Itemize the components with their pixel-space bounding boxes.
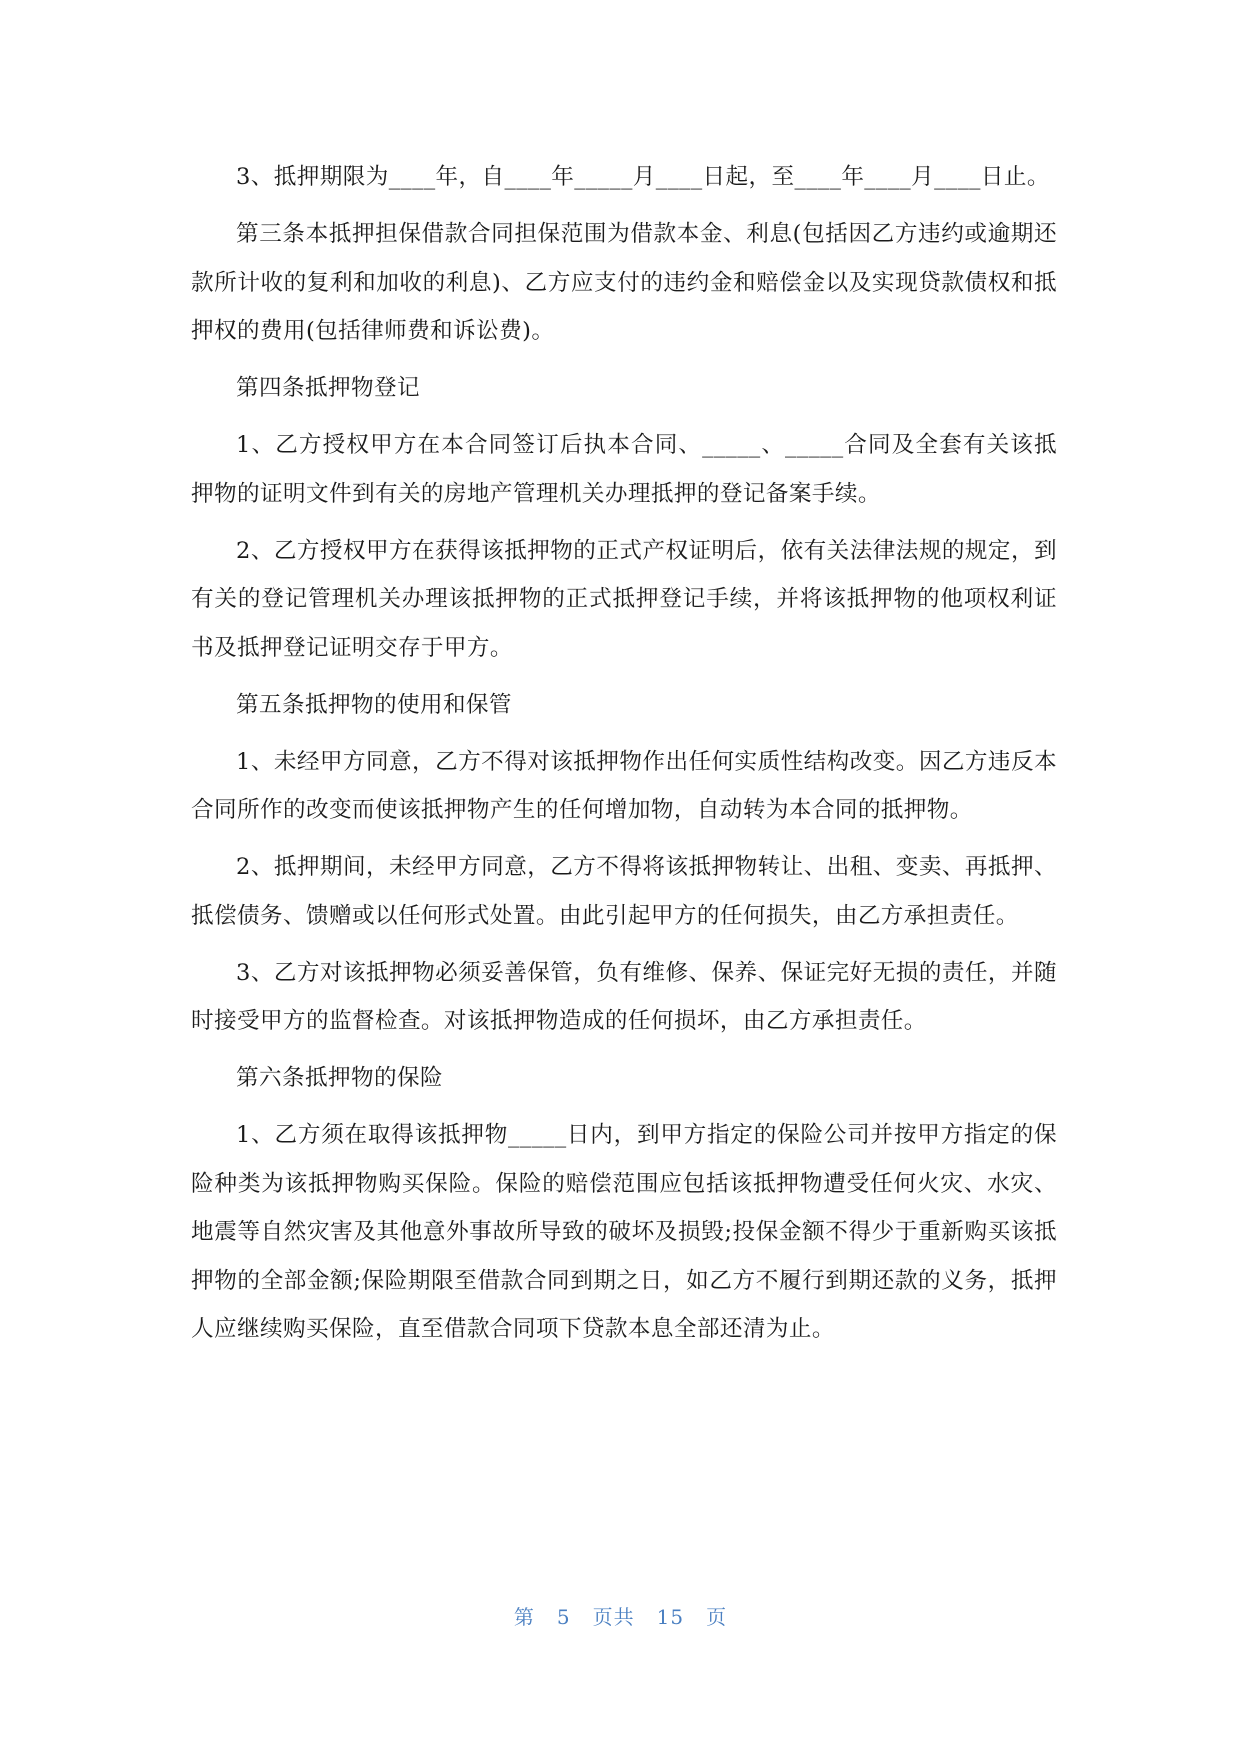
footer-prefix: 第	[513, 1605, 535, 1629]
article-3-scope: 第三条本抵押担保借款合同担保范围为借款本金、利息(包括因乙方违约或逾期还款所计收的复利和加收的利息)、乙方应支付的违约金和赔偿金以及实现贷款债权和抵押权的费用(包括律师费和诉讼费)。	[191, 221, 1057, 344]
clause-term-period: 3、抵押期限为____年，自____年_____月____日起，至____年____月____日止。	[236, 164, 1050, 190]
article-5-item-1: 1、未经甲方同意，乙方不得对该抵押物作出任何实质性结构改变。因乙方违反本合同所作的改变而使该抵押物产生的任何增加物，自动转为本合同的抵押物。	[191, 748, 1057, 823]
footer-suffix: 页	[706, 1605, 728, 1629]
article-6-item-1: 1、乙方须在取得该抵押物_____日内，到甲方指定的保险公司并按甲方指定的保险种类为该抵押物购买保险。保险的赔偿范围应包括该抵押物遭受任何火灾、水灾、地震等自然灾害及其他意外事故所导致的破坏及损毁;投保金额不得少于重新购买该抵押物的全部金额;保险期限至借款合同到期之日，如乙方不履行到期还款的义务，抵押人应继续购买保险，直至借款合同项下贷款本息全部还清为止。	[191, 1122, 1057, 1342]
footer-current-page: 5	[556, 1605, 571, 1629]
page-footer	[0, 1602, 1241, 1632]
article-4-heading: 第四条抵押物登记	[236, 375, 420, 401]
article-4-item-2: 2、乙方授权甲方在获得该抵押物的正式产权证明后，依有关法律法规的规定，到有关的登记管理机关办理该抵押物的正式抵押登记手续，并将该抵押物的他项权利证书及抵押登记证明交存于甲方。	[191, 537, 1057, 661]
document-body	[191, 153, 1057, 1362]
footer-total-pages: 15	[656, 1605, 685, 1629]
article-6-heading: 第六条抵押物的保险	[236, 1065, 443, 1091]
article-4-item-1: 1、乙方授权甲方在本合同签订后执本合同、_____、_____合同及全套有关该抵押物的证明文件到有关的房地产管理机关办理抵押的登记备案手续。	[191, 432, 1057, 507]
article-5-item-2: 2、抵押期间，未经甲方同意，乙方不得将该抵押物转让、出租、变卖、再抵押、抵偿债务、馈赠或以任何形式处置。由此引起甲方的任何损失，由乙方承担责任。	[191, 854, 1057, 929]
footer-middle: 页共	[592, 1605, 635, 1629]
article-5-item-3: 3、乙方对该抵押物必须妥善保管，负有维修、保养、保证完好无损的责任，并随时接受甲方的监督检查。对该抵押物造成的任何损坏，由乙方承担责任。	[191, 959, 1057, 1034]
article-5-heading: 第五条抵押物的使用和保管	[236, 691, 512, 718]
